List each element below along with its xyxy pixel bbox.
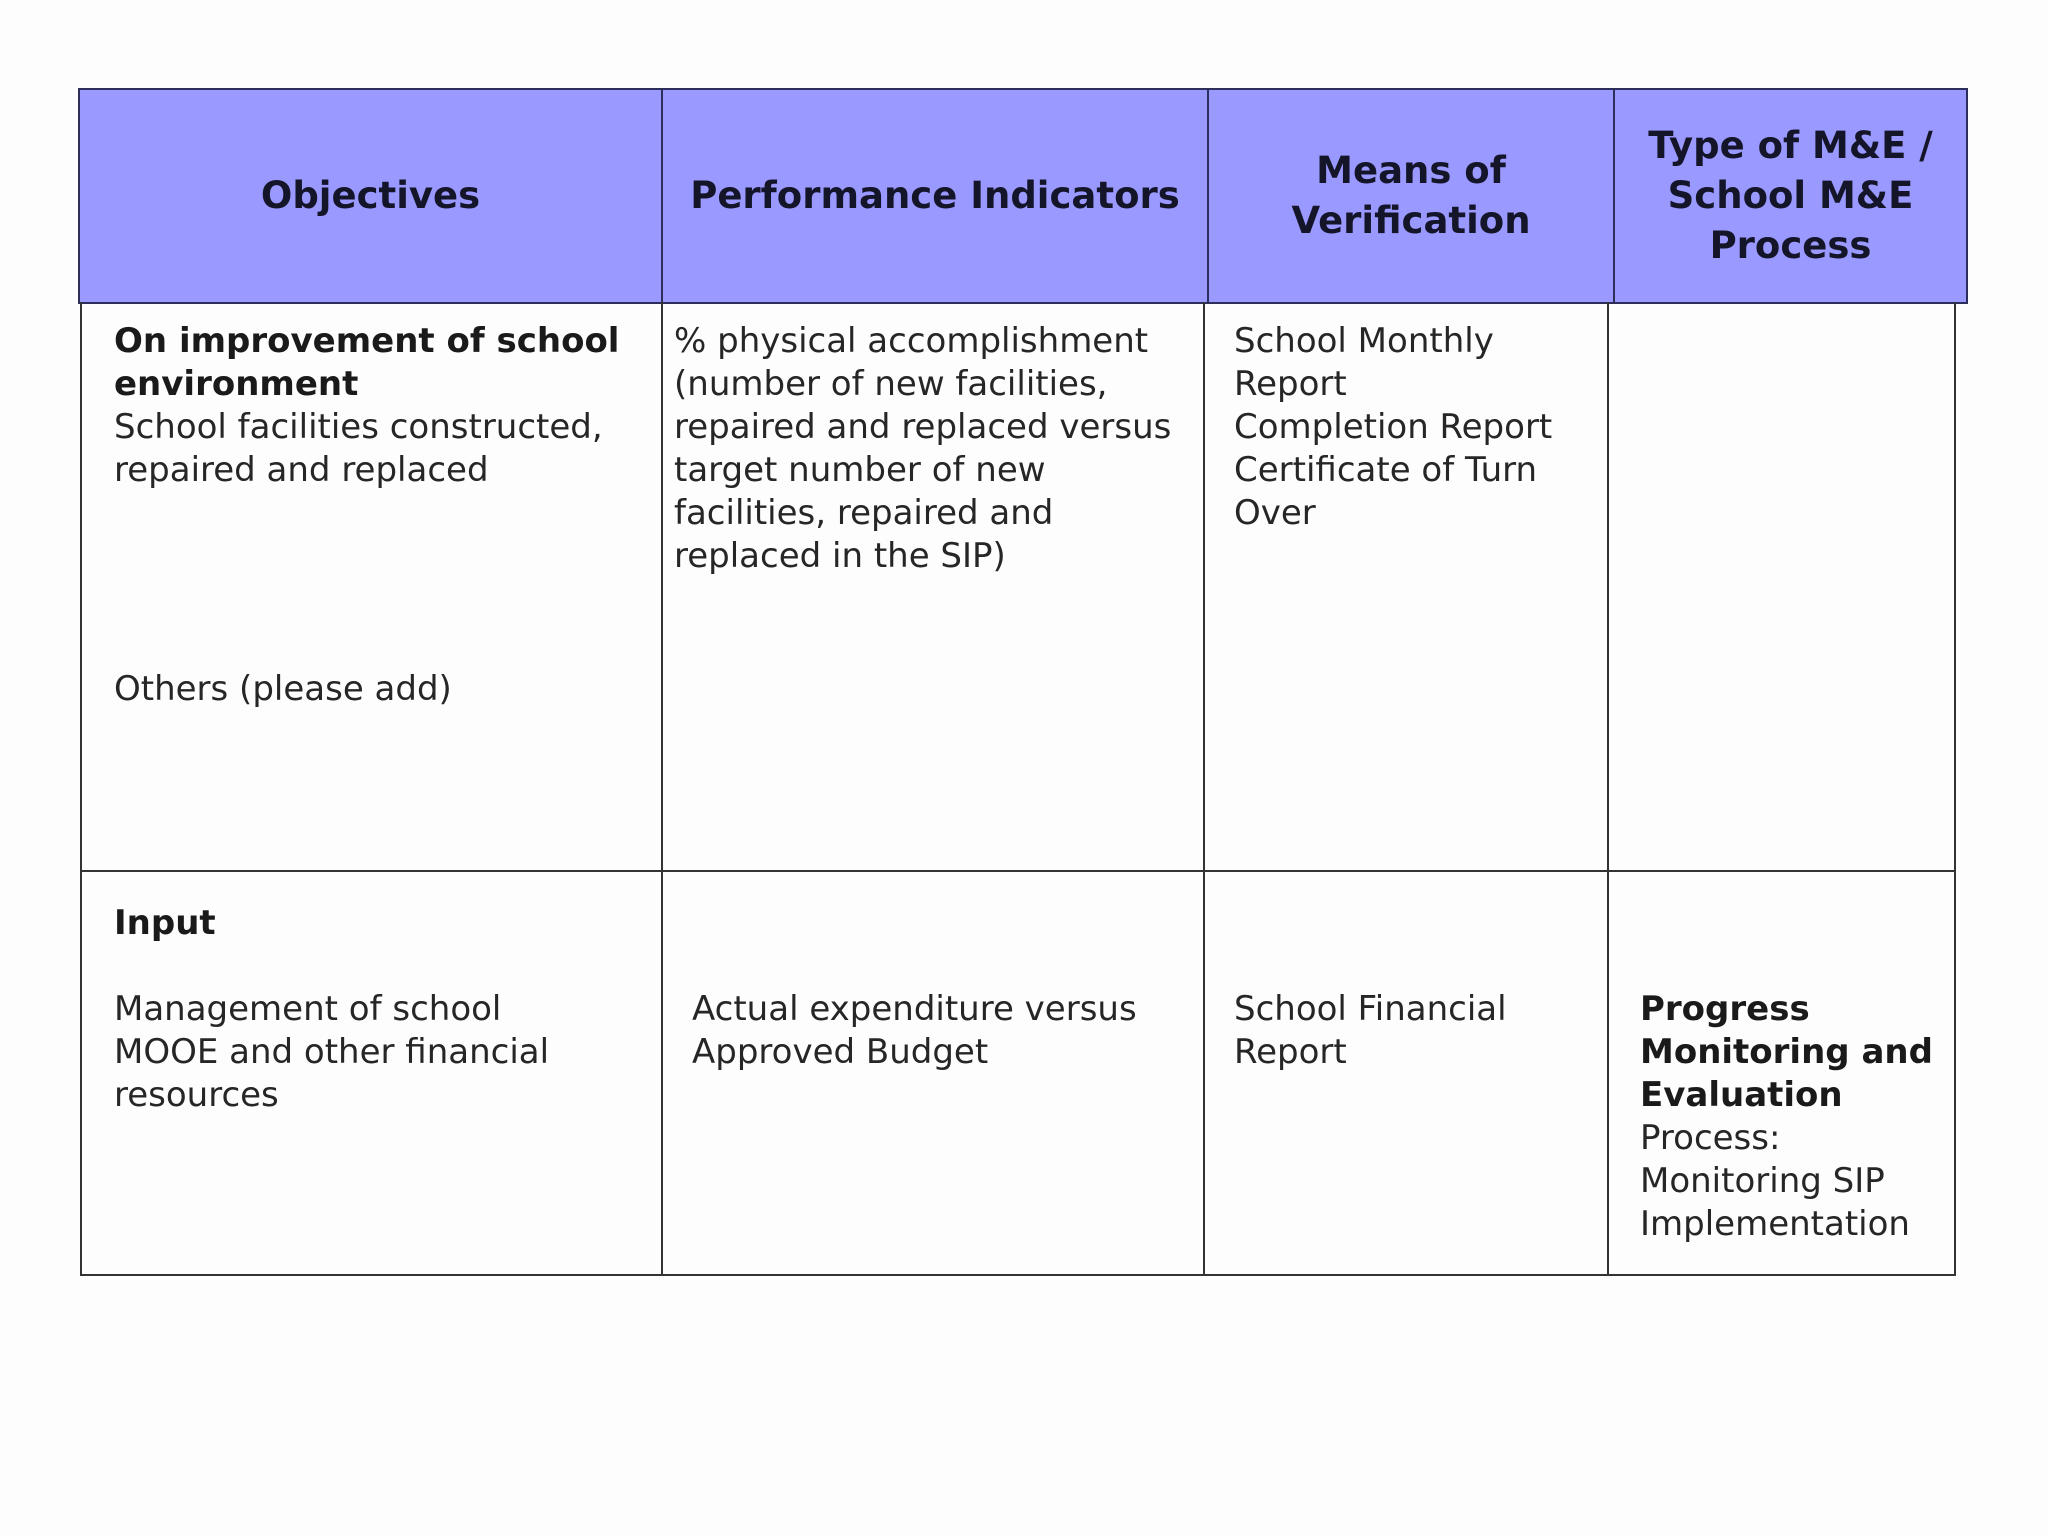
column-divider <box>661 302 663 1274</box>
row1-verification-item: Certificate of Turn Over <box>1234 450 1538 533</box>
column-divider <box>1607 302 1609 1274</box>
row-divider <box>82 870 1954 872</box>
row1-verification-item: School Monthly Report <box>1234 321 1494 404</box>
row2-type-text: Process: Monitoring SIP Implementation <box>1640 1118 1910 1244</box>
row2-type-cell <box>1640 988 1940 1246</box>
row1-verification-cell <box>1234 320 1594 535</box>
header-performance-indicators: Performance Indicators <box>663 90 1209 302</box>
header-type-of-me: Type of M&E / School M&E Process <box>1648 124 1933 267</box>
row2-objective-text: Management of school MOOE and other financial resources <box>114 989 550 1115</box>
table-body <box>80 302 1956 1276</box>
row1-objective-text: School facilities constructed, repaired and replaced <box>114 407 603 490</box>
row2-type-heading: Progress Monitoring and Evaluation <box>1640 989 1933 1115</box>
row1-objective-others: Others (please add) <box>114 669 452 709</box>
table-header-row <box>78 88 1968 304</box>
header-means-of-verification: Means of Verification <box>1209 90 1615 302</box>
row1-indicator-cell: % physical accomplishment (number of new facilities, repaired and replaced versus target number of new facilities, repaired and replaced in the SIP) <box>674 321 1172 576</box>
row1-verification-item: Completion Report <box>1234 407 1553 447</box>
row2-objective-heading: Input <box>114 903 216 943</box>
row1-objective-cell <box>114 320 646 492</box>
row2-verification-cell: School Financial Report <box>1234 989 1507 1072</box>
column-divider <box>1203 302 1205 1274</box>
row2-indicator-cell: Actual expenditure versus Approved Budget <box>692 989 1137 1072</box>
header-objectives: Objectives <box>80 90 663 302</box>
row1-objective-heading: On improvement of school environment <box>114 321 620 404</box>
